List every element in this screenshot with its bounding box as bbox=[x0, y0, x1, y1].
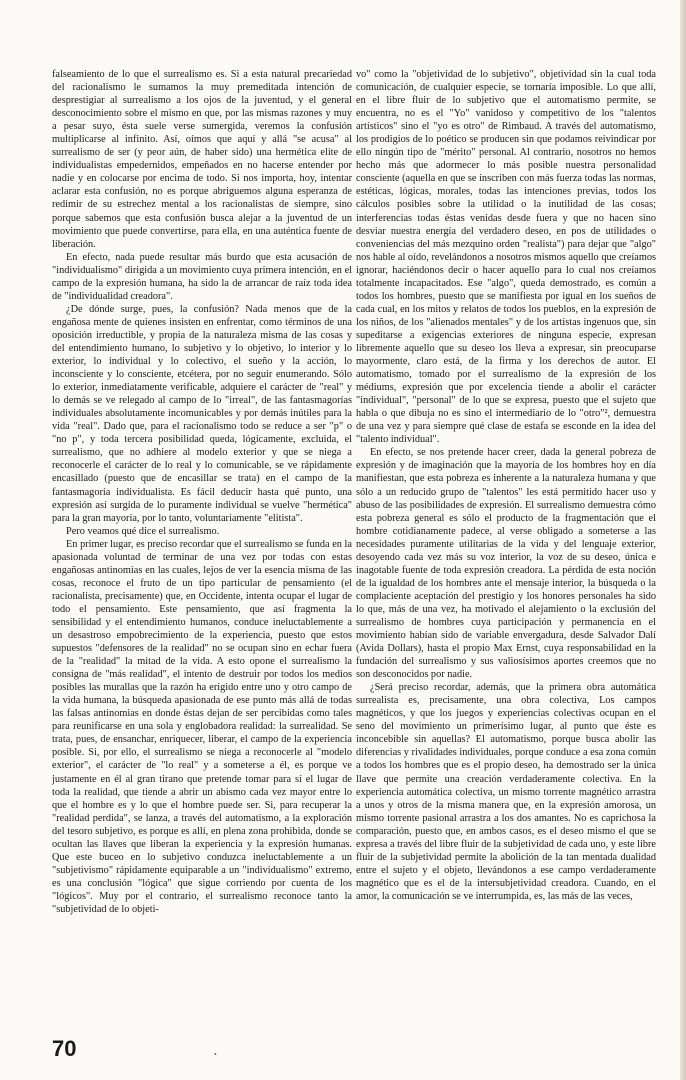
paragraph: ¿Será preciso recordar, además, que la primera obra automática surrealista es, precisamente, una obra colectiva, Los campos magnéticos, y que los juegos y experiencias colectivas ocupan en el seno del movimiento un primerísimo lugar, al punto que éste es inconcebible sin aquellas? El automatismo, porque busca abolir las diferencias y rivalidades individuales, porque conduce a esa zona común a todos los hombres que es el propio deseo, ha demostrado ser la única llave que permite una creación verdaderamente colectiva. En la experiencia automática colectiva, un mismo torrente magnético arrastra a unos y otros de la misma manera que, en la expresión amorosa, un mismo torrente pasional arrastra a los dos amantes. No es caprichosa la comparación, puesto que, en ambos casos, es el deseo mismo el que se expresa a través del libre fluir de la subjetividad de cada uno, y este libre fluir de la subjetividad permite la abolición de la tan mentada dualidad entre el sujeto y el objeto, llevándonos a ese campo verdaderamente magnético que es el de la intersubjetividad creadora. Cuando, en el amor, la comunicación se ve interrumpida, es, las más de las veces, bbox=[356, 682, 656, 902]
paragraph: En efecto, nada puede resultar más burdo que esta acusación de "individualismo" dirigida a un movimiento cuya primera intención, en el campo de la expresión humana, ha sido la de arrancar de raíz toda idea de "individualidad creadora". bbox=[52, 251, 352, 302]
right-column bbox=[356, 68, 656, 903]
print-speck: • bbox=[214, 1050, 217, 1059]
paragraph: En efecto, se nos pretende hacer creer, dada la general pobreza de expresión y de imaginación que la mayoría de los hombres hoy en día manifiestan, que esta pobreza es inherente a la naturaleza humana y que sólo a un reducido grupo de "talentos" les está permitido hacer uso y abuso de las posibilidades de expresión. El surrealismo demuestra cómo esta pobreza general es sólo el producto de la fragmentación que el hombre cotidianamente padece, al verse obligado a someterse a las necesidades puramente utilitarias de la vida y del lenguaje exterior, desoyendo cada vez más su voz interior, la voz de su deseo, única e inagotable fuente de toda expresión creadora. La pérdida de esta noción de la igualdad de los hombres ante el mensaje interior, la búsqueda o la complaciente aceptación del prestigio y los honores personales ha sido lo que, más de una vez, ha motivado el alejamiento o la exclusión del surrealismo de hombres cuya participación y permanencia en el movimiento habían sido de variable envergadura, desde Salvador Dalí (Avida Dollars), hasta el propio Max Ernst, cuya responsabilidad en la fundación del surrealismo y sus valiosísimos aportes creemos que no son desconocidos por nadie. bbox=[356, 447, 656, 681]
left-column bbox=[52, 68, 352, 916]
paragraph: ¿De dónde surge, pues, la confusión? Nada menos que de la engañosa mente de quienes insisten en enfrentar, como términos de una oposición irreductible, y propia de la naturaleza misma de las cosas y del entendimiento humano, lo subjetivo y lo objetivo, lo interior y lo exterior, lo individual y lo colectivo, el sueño y la acción, lo inconsciente y lo consciente, etcétera, por no seguir enumerando. Sólo lo exterior, inmediatamente verificable, adquiere el carácter de "real" y lo demás se ve relegado al campo de lo "irreal", de las fantasmagorías individuales absolutamente incomunicables y por demás inútiles para la vida "real". Dado que, para el racionalismo todo se reduce a ser "p" o "no p", y toda tercera posibilidad queda, lógicamente, excluida, el surrealismo, que no adhiere al modelo exterior y que se niega a reconocerle el carácter de lo real y lo comunicable, se ve rápidamente encasillado (puesto que de encasillar se trata) en el campo de la fantasmagoría individualista. Es fácil deducir hasta qué punto, una expresión así surgida de lo puramente individual se vuelve "hermética" para la gran mayoría, por lo tanto, voluntariamente "elitista". bbox=[52, 303, 352, 524]
paragraph: vo" como la "objetividad de lo subjetivo", objetividad sin la cual toda comunicación, de cualquier especie, se tornaría imposible. Lo que allí, en el libre fluir de lo subjetivo que el automatismo permite, se encuentra, no es el "Yo" vanidoso y competitivo de los "talentos artísticos" sino el "yo es otro" de Rimbaud. A través del automatismo, los prodigios de lo poético se producen sin que podamos reivindicar por ello ningún tipo de "mérito" personal. Al contrario, nosotros no hemos hecho más que adormecer lo más posible nuestra personalidad consciente (aquella en que se inscriben con más fuerza todas las normas, estéticas, lógicas, morales, todas las intenciones previas, todos los cálculos posibles sobre la utilidad o la inutilidad de las cosas; interferencias todas éstas venidas desde fuera y que no hacen sino desviar nuestra energía del verdadero deseo, en pos de utilidades o conveniencias del más mezquino orden "realista") para dejar que "algo" nos hable al oído, revelándonos a nosotros mismos aquello que creíamos ignorar, haciéndonos decir o hacer aquello para lo cual nos creíamos totalmente incapacitados. Ese "algo", queda demostrado, es común a todos los hombres, puesto que se manifiesta por igual en los sueños de cada cual, en los mitos y relatos de todos los pueblos, en la expresión de los niños, de los "alienados mentales" y de los artistas ingenuos que, sin supeditarse a exigencias exteriores de ninguna especie, expresan libremente aquello que su deseo los lleva a expresar, sin preocuparse mayormente, claro está, de la firma y los derechos de autor. El automatismo, tomado por el surrealismo de la expresión de los médiums, expresión que por excelencia tiende a abolir el carácter "individual", "personal" de lo que se expresa, puesto que el sujeto que habla o que dibuja no es sino el intermediario de lo "otro"², demuestra de una vez y para siempre qué clase de estafa se esconde en la idea del "talento individual". bbox=[356, 69, 656, 446]
paragraph: Pero veamos qué dice el surrealismo. bbox=[66, 525, 220, 537]
paragraph: En primer lugar, es preciso recordar que el surrealismo se funda en la apasionada voluntad de terminar de una vez por todas con estas engañosas antinomias en las cuales, lejos de ver la esencia misma de las cosas, reconoce el fruto de un tipo particular de pensamiento (el racionalista, precisamente) que, en Occidente, intenta ocupar el lugar de todo el pensamiento. Este pensamiento, que así fragmenta la sensibilidad y el entendimiento humanos, conduce ineluctablemente a un desastroso empobrecimiento de la experiencia, puesto que estos supuestos "defensores de la realidad" no se ocupan sino en echar fuera de la "realidad" la mitad de la vida. A esto opone el surrealismo la consigna de "más realidad", el intento de destruir por todos los medios posibles las murallas que la razón ha erigido entre uno y otro campo de la vida humana, la búsqueda apasionada de ese punto más allá de todas las falsas antinomias en donde éstas dejan de ser percibidas como tales para reunificarse en una sola y englobadora realidad: la surrealidad. Se trata, pues, de ensanchar, enriquecer, liberar, el campo de la experiencia posible. Si, por ello, el surrealismo se niega a reconocerle al "modelo exterior", el carácter de "lo real" y a someterse a él, es porque ve justamente en él al gran tirano que pretende tomar para sí el lugar de toda la realidad, que tiende a abrir un abismo cada vez mayor entre lo que el hombre es y lo que el hombre puede ser. Si, para recuperar la "realidad perdida", se lanza, a través del automatismo, a la exploración del tesoro subjetivo, es porque es allí, en plena zona prohibida, donde se ocultan las llaves que liberan la experiencia y la expresión humanas. Que este buceo en lo subjetivo conduzca ineluctablemente a un "subjetivismo" rápidamente equiparable a un "individualismo" extremo, es una conclusión "lógica" que sigue corriendo por cuenta de los "lógicos". Muy por el contrario, el surrealismo reconoce tanto la "subjetividad de lo objeti- bbox=[52, 538, 352, 915]
paragraph: falseamiento de lo que el surrealismo es. Si a esta natural precariedad del racionalismo le sumamos la muy premeditada intención de desprestigiar al surrealismo a los ojos de la juventud, y el general desconocimiento sobre el mismo en que, por las mismas razones y muy a pesar suyo, ésta suele verse sumergida, veremos la confusión multiplicarse al infinito. Así, oímos que aquí y allá "se acusa" al surrealismo de ser (y peor aún, de haber sido) una hermética elite de individualistas empedernidos, empeñados en no hacerse entender por nadie y en colocarse por encima de todo. Si nos importa, hoy, intentar aclarar esta confusión, no es porque abriguemos alguna esperanza de redimir de su estrechez mental a los racionalistas de siempre, sino porque sabemos que esta confusión busca alejar a la juventud de un movimiento que puede convertirse, para ella, en una auténtica fuente de liberación. bbox=[52, 69, 352, 250]
page-number: 70 bbox=[52, 1036, 77, 1061]
page-edge bbox=[680, 0, 686, 1080]
